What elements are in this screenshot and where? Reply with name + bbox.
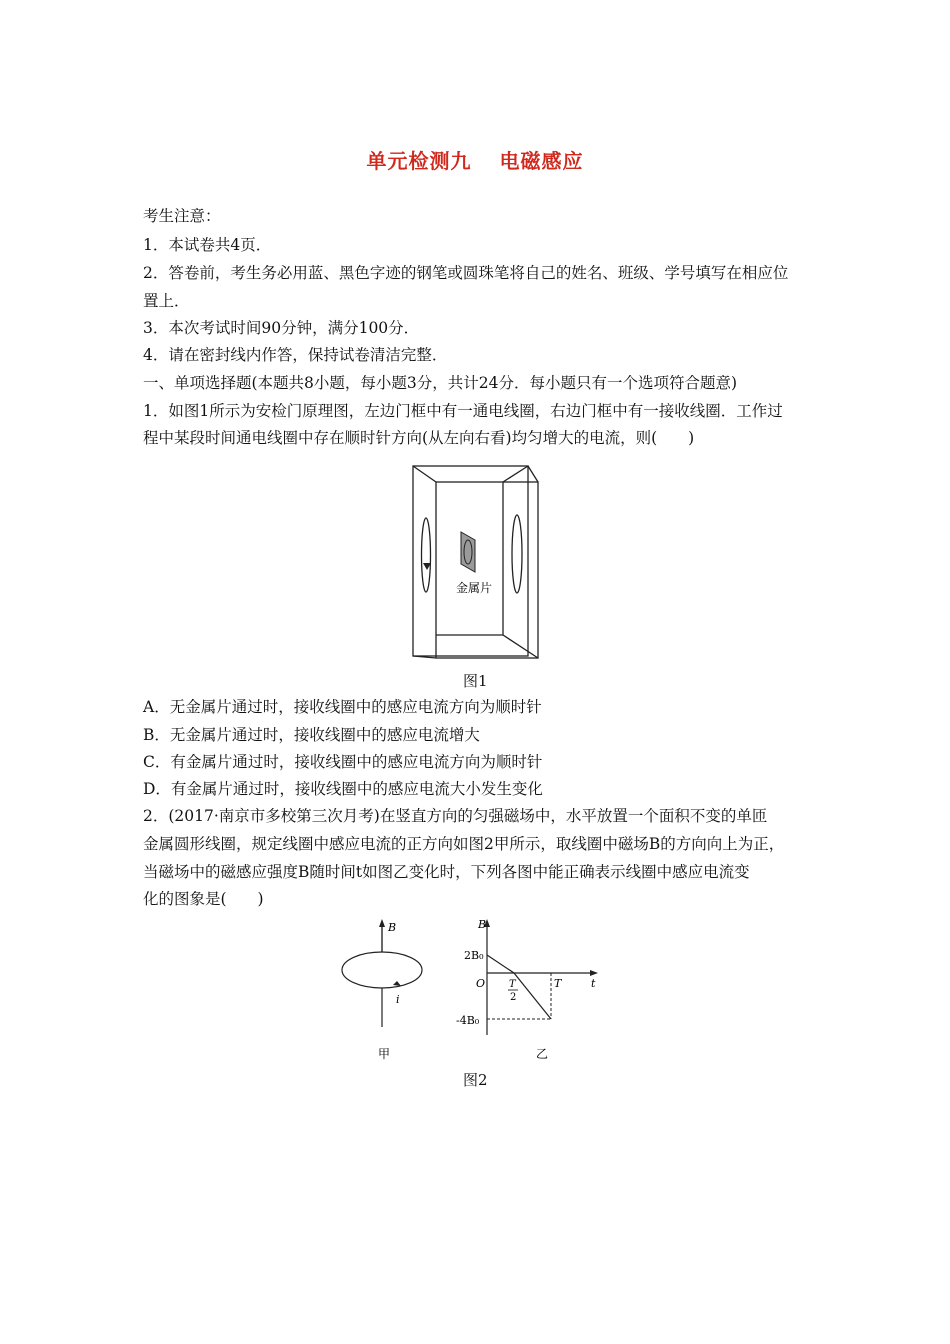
tick-half-t-denominator: 2 <box>510 992 517 1003</box>
question-2-text: 当磁场中的磁感应强度B随时间t如图乙变化时，下列各图中能正确表示线圈中感应电流变 <box>143 863 750 881</box>
notice-item: 置上． <box>143 292 190 310</box>
option-b: B．无金属片通过时，接收线圈中的感应电流增大 <box>143 726 480 744</box>
figure-2-graph <box>450 915 610 1065</box>
option-a: A．无金属片通过时，接收线圈中的感应电流方向为顺时针 <box>143 698 542 716</box>
tick-t: T <box>554 977 562 990</box>
figure-1-caption: 图1 <box>463 672 488 690</box>
title-topic: 电磁感应 <box>499 149 584 173</box>
question-2-text: 化的图象是( ) <box>143 890 264 908</box>
notice-item: 3．本次考试时间90分钟，满分100分． <box>143 319 420 337</box>
notice-heading: 考生注意： <box>143 207 221 225</box>
title-unit: 单元检测九 <box>366 149 472 173</box>
b-axis-label: B <box>388 921 397 934</box>
question-1-text: 程中某段时间通电线圈中存在顺时针方向(从左向右看)均匀增大的电流，则( ) <box>143 429 695 447</box>
question-2-text: 2．(2017·南京市多校第三次月考)在竖直方向的匀强磁场中，水平放置一个面积不变的单匝 <box>143 807 768 825</box>
section-heading: 一、单项选择题(本题共8小题，每小题3分，共计24分．每小题只有一个选项符合题意) <box>143 374 738 392</box>
tick-minus-4b0: -4B₀ <box>456 1014 480 1027</box>
notice-item: 1．本试卷共4页． <box>143 236 272 254</box>
figure-2-coil <box>335 915 445 1065</box>
x-axis-label: t <box>591 977 596 990</box>
figure-yi-caption: 乙 <box>536 1047 549 1061</box>
figure-2-caption: 图2 <box>463 1071 488 1089</box>
figure-1-security-gate <box>405 460 545 660</box>
question-2-text: 金属圆形线圈，规定线圈中感应电流的正方向如图2甲所示，取线圈中磁场B的方向向上为正， <box>143 835 785 853</box>
notice-item: 2．答卷前，考生务必用蓝、黑色字迹的钢笔或圆珠笔将自己的姓名、班级、学号填写在相应位 <box>143 264 789 282</box>
figure-jia-caption: 甲 <box>378 1047 391 1061</box>
option-d: D．有金属片通过时，接收线圈中的感应电流大小发生变化 <box>143 780 543 798</box>
page-title <box>0 145 950 174</box>
question-1-text: 1．如图1所示为安检门原理图，左边门框中有一通电线圈，右边门框中有一接收线圈．工作过 <box>143 402 783 420</box>
current-label: i <box>396 993 400 1006</box>
notice-item: 4．请在密封线内作答，保持试卷清洁完整． <box>143 346 448 364</box>
tick-2b0: 2B₀ <box>464 949 484 962</box>
option-c: C．有金属片通过时，接收线圈中的感应电流方向为顺时针 <box>143 753 543 771</box>
tick-half-t-numerator: T <box>509 979 516 990</box>
metal-plate-label: 金属片 <box>456 581 493 595</box>
origin-label: O <box>476 977 486 990</box>
y-axis-label: B <box>478 918 487 931</box>
